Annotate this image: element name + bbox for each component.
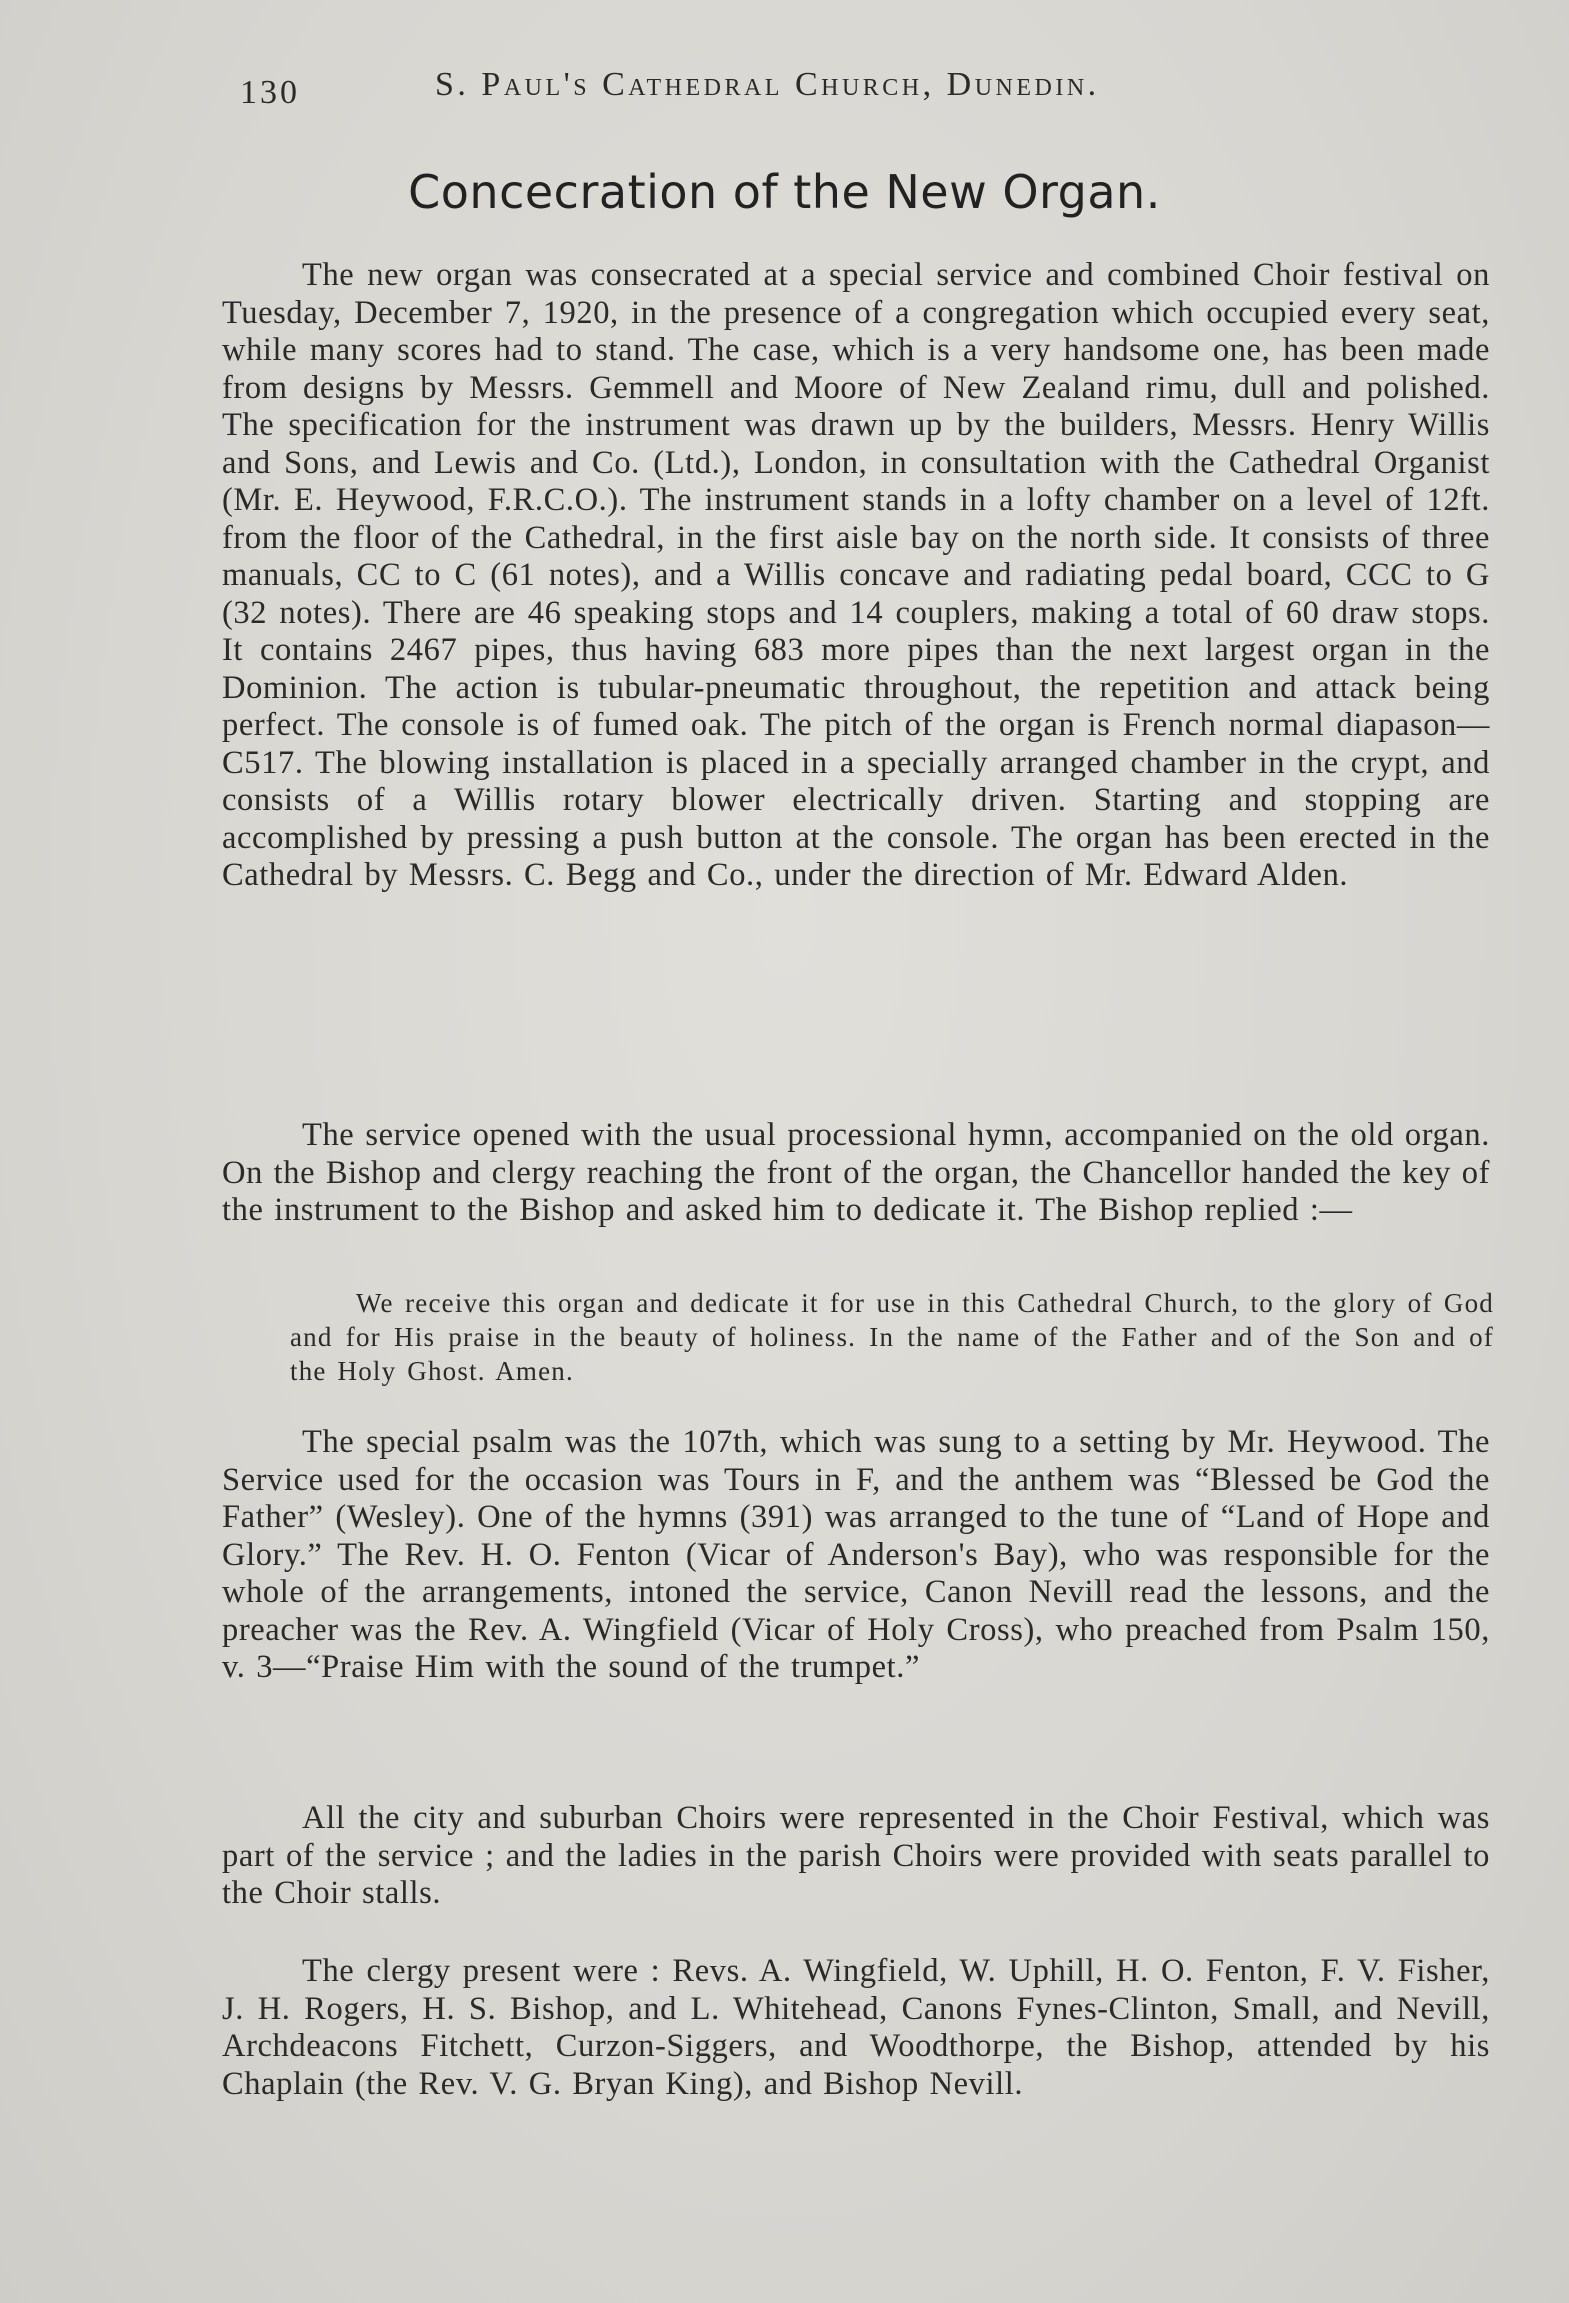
paragraph-text: The special psalm was the 107th, which was sung to a setting by Mr. Heywood. The Service used for the occasion was Tours in F, and the anthem was “Blessed be God the Father” (Wesley). One of the hymns (391) was arranged to the tune of “Land of Hope and Glory.” The Rev. H. O. Fenton (Vicar of Anderson's Bay), who was responsible for the whole of the arrangements, intoned the service, Canon Nevill read the lessons, and the preacher was the Rev. A. Wingfield (Vicar of Holy Cross), who preached from Psalm 150, v. 3—“Praise Him with the sound of the trumpet.” <box>222 1424 1490 1685</box>
quote-text: We receive this organ and dedicate it for use in this Cathedral Church, to the glory of God and for His praise in the beauty of holiness. In the name of the Father and of the Son and of the Holy Ghost. Amen. <box>290 1288 1494 1386</box>
paragraph-organ-description <box>222 257 1490 895</box>
paragraph-text: The clergy present were : Revs. A. Wingfield, W. Uphill, H. O. Fenton, F. V. Fisher, J. H. Rogers, H. S. Bishop, and L. Whitehead, Canons Fynes-Clinton, Small, and Nevill, Archdeacons Fitchett, Curzon-Siggers, and Woodthorpe, the Bishop, attended by his Chaplain (the Rev. V. G. Bryan King), and Bishop Nevill. <box>222 1953 1490 2102</box>
paragraph-psalm-and-service <box>222 1424 1490 1687</box>
page-number: 130 <box>240 74 300 111</box>
paragraph-service-opening <box>222 1117 1490 1230</box>
paragraph-text: The service opened with the usual processional hymn, accompanied on the old organ. On the Bishop and clergy reaching the front of the organ, the Chancellor handed the key of the instrument to the Bishop and asked him to dedicate it. The Bishop replied :— <box>222 1117 1490 1228</box>
running-header <box>240 66 1380 116</box>
paragraph-text: The new organ was consecrated at a special service and combined Choir festival on Tuesday, December 7, 1920, in the presence of a congregation which occupied every seat, while many scores had to stand. The case, which is a very handsome one, has been made from designs by Messrs. Gemmell and Moore of New Zealand rimu, dull and polished. The specification for the instrument was drawn up by the builders, Messrs. Henry Willis and Sons, and Lewis and Co. (Ltd.), London, in consultation with the Cathedral Organist (Mr. E. Heywood, F.R.C.O.). The instrument stands in a lofty chamber on a level of 12ft. from the floor of the Cathedral, in the first aisle bay on the north side. It consists of three manuals, CC to C (61 notes), and a Willis concave and radiating pedal board, CCC to G (32 notes). There are 46 speaking stops and 14 couplers, making a total of 60 draw stops. It contains 2467 pipes, thus having 683 more pipes than the next largest organ in the Dominion. The action is tubular-pneumatic throughout, the repetition and attack being perfect. The console is of fumed oak. The pitch of the organ is French normal diapason—C517. The blowing installation is placed in a specially arranged chamber in the crypt, and consists of a Willis rotary blower electrically driven. Starting and stopping are accomplished by pressing a push button at the console. The organ has been erected in the Cathedral by Messrs. C. Begg and Co., under the direction of Mr. Edward Alden. <box>222 257 1490 893</box>
article-title: Concecration of the New Organ. <box>408 165 1161 219</box>
paragraph-choirs <box>222 1800 1490 1913</box>
running-title: S. Paul's Cathedral Church, Dunedin. <box>435 66 1100 103</box>
paragraph-text: All the city and suburban Choirs were represented in the Choir Festival, which was part of the service ; and the ladies in the parish Choirs were provided with seats parallel to the Choir stalls. <box>222 1800 1490 1911</box>
paragraph-clergy-present <box>222 1953 1490 2103</box>
dedication-quote <box>290 1286 1494 1388</box>
